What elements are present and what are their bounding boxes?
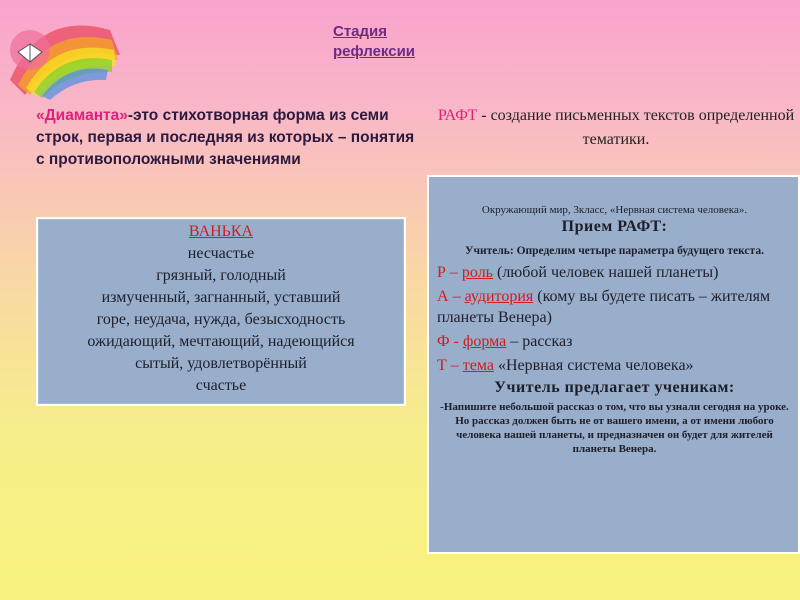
lesson-info: Окружающий мир, 3класс, «Нервная система человека». [481,204,748,216]
raft-definition [436,104,796,152]
poem-line: сытый, удовлетворённый [135,355,307,372]
poem-line: горе, неудача, нужда, безысходность [96,311,346,328]
task-text: -Напишите небольшой рассказ о том, что вы узнали сегодня на уроке. Но рассказ должен быть не от вашего имени, а от имени любого человека нашей планеты, и предназначен он будет для жителей планеты Венера. [440,401,789,455]
teacher-intro: Учитель: Определим четыре параметра будущего текста. [465,245,764,257]
poem-line: измученный, загнанный, уставший [101,289,341,306]
diamanta-definition [36,105,416,171]
raft-method-box [427,175,800,554]
teacher-suggestion: Учитель предлагает ученикам: [494,379,735,396]
method-title: Прием РАФТ: [561,218,668,235]
poem-line: грязный, голодный [156,267,286,284]
raft-definition-text: - создание письменных текстов определенной тематики. [477,107,795,148]
poem-title: ВАНЬКА [188,223,254,240]
param-role: Р – роль (любой человек нашей планеты) [437,264,719,281]
poem-line: ожидающий, мечтающий, надеющийся [87,333,355,350]
rainbow-book-logo-icon [0,0,130,100]
diamanta-poem-box [36,217,406,406]
raft-term: РАФТ [437,107,478,124]
diamanta-term: «Диаманта» [36,107,128,124]
diamanta-definition-text: -это стихотворная форма из семи строк, первая и последняя из которых – понятия с противоположными значениями [36,107,415,168]
param-form: Ф - форма – рассказ [437,333,573,350]
poem-line: несчастье [187,245,255,262]
poem-line: счастье [195,377,247,394]
stage-title: Стадия рефлексии [333,23,416,60]
param-audience: А – аудитория (кому вы будете писать – жителям планеты Венера) [437,288,771,326]
param-topic: Т – тема «Нервная система человека» [437,357,694,374]
